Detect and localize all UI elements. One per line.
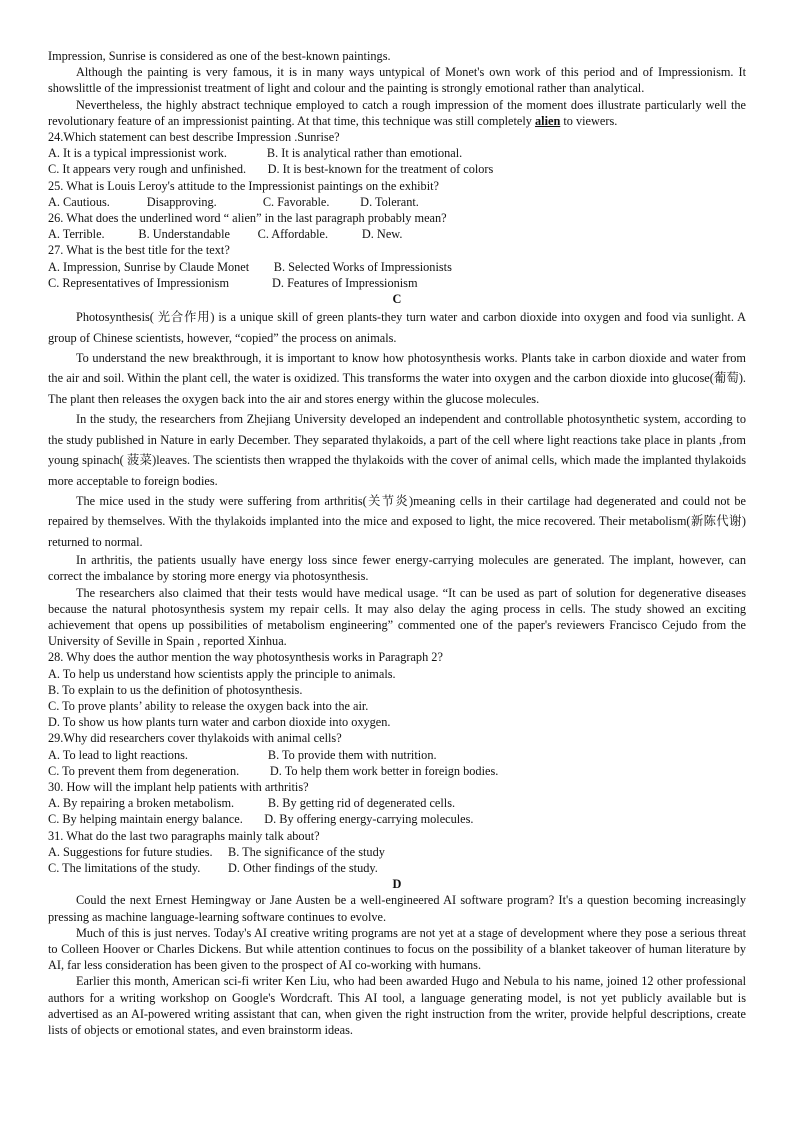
question-26: 26. What does the underlined word “ alien” in the last paragraph probably mean? [48, 211, 447, 226]
section-d-paragraph-3: Earlier this month, American sci-fi writer Ken Liu, who had been awarded Hugo and Nebula to his name, joined 12 other professional authors for a writing workshop on Google's Wordcraft. This AI tool, a language generating model, is not yet publicly available but is advertised as an AI-powered writing assistant that can, when given the right instruction from the writer, provide helpful descriptions, create lists of objects or emotional states, and even brainstorm ideas. [48, 974, 746, 1038]
section-c-paragraph-5: In arthritis, the patients usually have energy loss since fewer energy-carrying molecules are generated. The implant, however, can correct the imbalance by storing more energy via photosynthesis. [48, 553, 746, 584]
question-24: 24.Which statement can best describe Impression .Sunrise? [48, 130, 340, 145]
question-29-options-line: A. To lead to light reactions. B. To provide them with nutrition. [48, 747, 437, 762]
question-31: 31. What do the last two paragraphs mainly talk about? [48, 828, 320, 843]
question-30-options-line: C. By helping maintain energy balance. D. By offering energy-carrying molecules. [48, 812, 474, 827]
question-28-option: D. To show us how plants turn water and carbon dioxide into oxygen. [48, 715, 391, 730]
question-27-options-line: A. Impression, Sunrise by Claude Monet B. Selected Works of Impressionists [48, 259, 452, 274]
section-d-paragraph-1: Could the next Ernest Hemingway or Jane Austen be a well-engineered AI software program? It's a question becoming increasingly pressing as machine language-learning software continues to evolve. [48, 893, 746, 924]
question-27-options-line: C. Representatives of Impressionism D. Features of Impressionism [48, 275, 418, 290]
section-c-paragraph-1: Photosynthesis( 光合作用) is a unique skill of green plants-they turn water and carbon dioxide into oxygen and food via sunlight. A group of Chinese scientists, however, “copied” the process on animals. [48, 310, 746, 345]
passage-b-paragraph-1: Although the painting is very famous, it is in many ways untypical of Monet's own work of this period and of Impressionism. It showslittle of the impressionist treatment of light and colour and the painting is strongly emotional rather than analytical. [48, 65, 746, 96]
question-27: 27. What is the best title for the text? [48, 243, 230, 258]
passage-b-paragraph-2 [48, 97, 746, 129]
question-31-options-line: C. The limitations of the study. D. Other findings of the study. [48, 860, 378, 875]
section-c-paragraph-3: In the study, the researchers from Zhejiang University developed an independent and controllable photosynthetic system, according to the study published in Nature in early December. They separated thylakoids, a part of the cell where light reactions take place in plants ,from young spinach( 菠菜)leaves. The scientists then wrapped the thylakoids with the cover of animal cells, which made the implanted thylakoids more acceptable to foreign bodies. [48, 412, 746, 488]
paragraph-text: Nevertheless, the highly abstract technique employed to catch a rough impression of the moment does illustrate particularly well the revolutionary feature of an impressionist painting. At that time, this technique was still completely [48, 97, 746, 128]
section-heading-c: C [392, 292, 402, 307]
paragraph-text: to viewers. [560, 113, 618, 128]
section-c-paragraph-4: The mice used in the study were suffering from arthritis(关节炎)meaning cells in their cartilage had degenerated and could not be repaired by themselves. With the thylakoids implanted into the mice and exposed to light, the mice recovered. Their metabolism(新陈代谢) returned to normal. [48, 493, 746, 549]
question-30: 30. How will the implant help patients with arthritis? [48, 779, 309, 794]
question-24-options-line: A. It is a typical impressionist work. B. It is analytical rather than emotional. [48, 146, 463, 161]
question-28-option: C. To prove plants’ ability to release the oxygen back into the air. [48, 698, 369, 713]
section-c-paragraph-6: The researchers also claimed that their tests would have medical usage. “It can be used as part of solution for degenerative diseases because the natural photosynthesis system my repair cells. It may also delay the aging process in cells. The study showed an exciting achievement that opens up possibilities of metabolism engineering” commented one of the paper's reviewers Francisco Cejudo from the University of Seville in Spain , reported Xinhua. [48, 585, 746, 649]
passage-b-line: Impression, Sunrise is considered as one of the best-known paintings. [48, 49, 391, 63]
question-29-options-line: C. To prevent them from degeneration. D. To help them work better in foreign bodies. [48, 763, 499, 778]
section-c-paragraph-2: To understand the new breakthrough, it is important to know how photosynthesis works. Plants take in carbon dioxide and water from the air and soil. Within the plant cell, the water is oxidized. This transforms the water into oxygen and the carbon dioxide into glucose(葡萄). The plant then releases the oxygen back into the air and stores energy within the glucose molecules. [48, 351, 746, 406]
question-31-options-line: A. Suggestions for future studies. B. The significance of the study [48, 844, 385, 859]
question-28-option: B. To explain to us the definition of photosynthesis. [48, 682, 303, 697]
question-26-options-line: A. Terrible. B. Understandable C. Affordable. D. New. [48, 227, 403, 242]
question-25: 25. What is Louis Leroy's attitude to the Impressionist paintings on the exhibit? [48, 178, 439, 193]
section-heading-d: D [392, 877, 402, 892]
question-29: 29.Why did researchers cover thylakoids with animal cells? [48, 731, 342, 746]
underlined-word-alien: alien [535, 113, 561, 128]
question-25-options-line: A. Cautious. Disapproving. C. Favorable. D. Tolerant. [48, 194, 419, 209]
section-d-paragraph-2: Much of this is just nerves. Today's AI creative writing programs are not yet at a stage of development where they pose a serious threat to Colleen Hoover or Charles Dickens. But while attention continues to focus on the possibility of a blanket takeover of human literature by AI, far less consideration has been given to the prospect of AI co-working with humans. [48, 925, 746, 973]
question-28: 28. Why does the author mention the way photosynthesis works in Paragraph 2? [48, 650, 443, 665]
question-30-options-line: A. By repairing a broken metabolism. B. By getting rid of degenerated cells. [48, 796, 456, 811]
question-28-option: A. To help us understand how scientists apply the principle to animals. [48, 666, 396, 681]
question-24-options-line: C. It appears very rough and unfinished. D. It is best-known for the treatment of colors [48, 162, 494, 177]
